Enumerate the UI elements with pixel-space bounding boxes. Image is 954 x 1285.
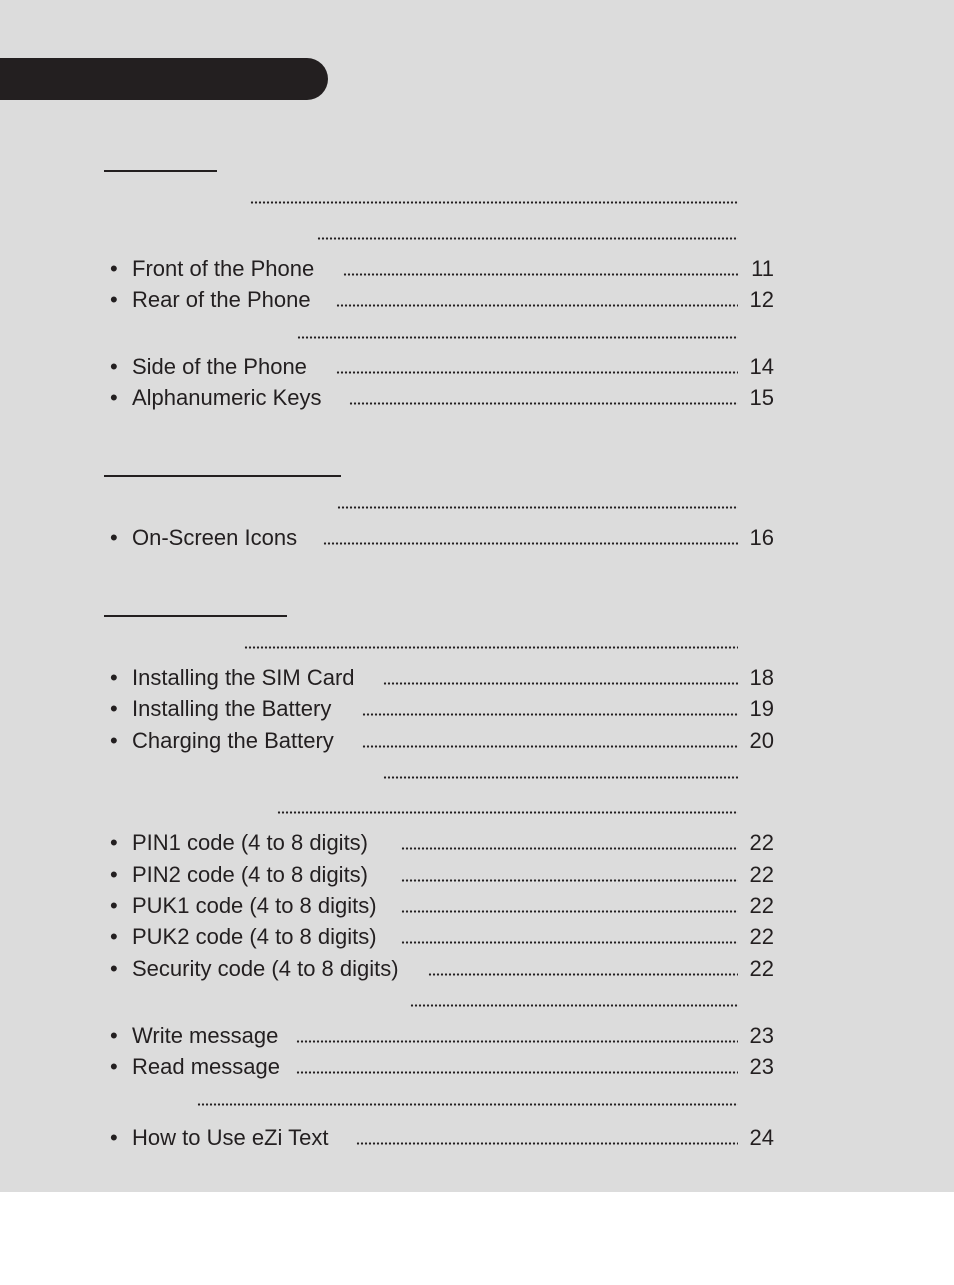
toc-entry-page: 14: [749, 354, 774, 379]
toc-entry-page: 11: [751, 256, 774, 281]
chapter-header-bar: [0, 58, 328, 100]
toc-entry-page: 19: [749, 696, 774, 721]
bullet-icon: •: [110, 696, 118, 721]
toc-entry-label: Alphanumeric Keys: [132, 385, 322, 410]
toc-entry-page: 18: [749, 665, 774, 690]
subsection-leader: [244, 646, 738, 649]
toc-entry-label: Installing the Battery: [132, 696, 332, 721]
bullet-icon: •: [110, 728, 118, 753]
dot-leader: [362, 713, 738, 716]
dot-leader: [356, 1142, 738, 1145]
toc-entry-alphanumeric-keys[interactable]: [110, 385, 774, 411]
toc-entry-pin2-code[interactable]: [110, 862, 774, 888]
section-rule-2: [104, 475, 341, 477]
bullet-icon: •: [110, 862, 118, 887]
toc-entry-page: 12: [749, 287, 774, 312]
subsection-leader: [250, 201, 738, 204]
toc-entry-label: How to Use eZi Text: [132, 1125, 329, 1150]
toc-entry-front-of-phone[interactable]: [110, 256, 774, 282]
section-rule-3: [104, 615, 287, 617]
dot-leader: [401, 941, 738, 944]
toc-entry-label: PIN1 code (4 to 8 digits): [132, 830, 369, 855]
toc-entry-side-of-phone[interactable]: [110, 354, 774, 380]
dot-leader: [362, 745, 738, 748]
toc-entry-label: Front of the Phone: [132, 256, 315, 281]
dot-leader: [349, 402, 738, 405]
toc-entry-page: 23: [749, 1054, 774, 1079]
subsection-leader: [410, 1004, 738, 1007]
dot-leader: [323, 542, 738, 545]
dot-leader: [296, 1040, 738, 1043]
toc-entry-label: Side of the Phone: [132, 354, 307, 379]
toc-entry-label: PIN2 code (4 to 8 digits): [132, 862, 369, 887]
subsection-leader: [337, 506, 738, 509]
toc-entry-security-code[interactable]: [110, 956, 774, 982]
section-rule-1: [104, 170, 217, 172]
toc-entry-puk2-code[interactable]: [110, 924, 774, 950]
toc-entry-label: Charging the Battery: [132, 728, 334, 753]
dot-leader: [296, 1071, 738, 1074]
dot-leader: [383, 682, 738, 685]
toc-entry-installing-battery[interactable]: [110, 696, 774, 722]
dot-leader: [401, 879, 738, 882]
toc-entry-label: Security code (4 to 8 digits): [132, 956, 399, 981]
dot-leader: [401, 847, 738, 850]
dot-leader: [336, 304, 738, 307]
toc-entry-label: On-Screen Icons: [132, 525, 298, 550]
subsection-leader: [197, 1103, 738, 1106]
subsection-leader: [383, 776, 738, 779]
bullet-icon: •: [110, 287, 118, 312]
bullet-icon: •: [110, 1054, 118, 1079]
toc-entry-page: 24: [749, 1125, 774, 1150]
toc-entry-label: PUK2 code (4 to 8 digits): [132, 924, 377, 949]
dot-leader: [401, 910, 738, 913]
bullet-icon: •: [110, 256, 118, 281]
toc-entry-page: 22: [749, 924, 774, 949]
toc-entry-page: 16: [749, 525, 774, 550]
toc-entry-puk1-code[interactable]: [110, 893, 774, 919]
toc-entry-write-message[interactable]: [110, 1023, 774, 1049]
toc-entry-ezi-text[interactable]: [110, 1125, 774, 1151]
bullet-icon: •: [110, 385, 118, 410]
dot-leader: [343, 273, 738, 276]
toc-entry-on-screen-icons[interactable]: [110, 525, 774, 551]
toc-entry-label: Rear of the Phone: [132, 287, 311, 312]
toc-entry-charging-battery[interactable]: [110, 728, 774, 754]
bullet-icon: •: [110, 1125, 118, 1150]
toc-entry-page: 15: [749, 385, 774, 410]
bullet-icon: •: [110, 1023, 118, 1048]
subsection-leader: [297, 336, 738, 339]
bullet-icon: •: [110, 830, 118, 855]
bullet-icon: •: [110, 893, 118, 918]
subsection-leader: [317, 237, 738, 240]
toc-entry-page: 22: [749, 893, 774, 918]
toc-entry-page: 22: [749, 956, 774, 981]
toc-entry-label: Installing the SIM Card: [132, 665, 355, 690]
toc-entry-label: PUK1 code (4 to 8 digits): [132, 893, 377, 918]
toc-entry-page: 22: [749, 862, 774, 887]
bullet-icon: •: [110, 956, 118, 981]
bullet-icon: •: [110, 525, 118, 550]
toc-entry-label: Read message: [132, 1054, 280, 1079]
subsection-leader: [277, 811, 738, 814]
dot-leader: [428, 973, 738, 976]
toc-entry-page: 22: [749, 830, 774, 855]
dot-leader: [336, 371, 738, 374]
toc-entry-rear-of-phone[interactable]: [110, 287, 774, 313]
toc-entry-pin1-code[interactable]: [110, 830, 774, 856]
toc-entry-read-message[interactable]: [110, 1054, 774, 1080]
bullet-icon: •: [110, 924, 118, 949]
toc-entry-label: Write message: [132, 1023, 279, 1048]
toc-entry-page: 23: [749, 1023, 774, 1048]
toc-entry-installing-sim-card[interactable]: [110, 665, 774, 691]
bullet-icon: •: [110, 665, 118, 690]
toc-entry-page: 20: [749, 728, 774, 753]
bullet-icon: •: [110, 354, 118, 379]
